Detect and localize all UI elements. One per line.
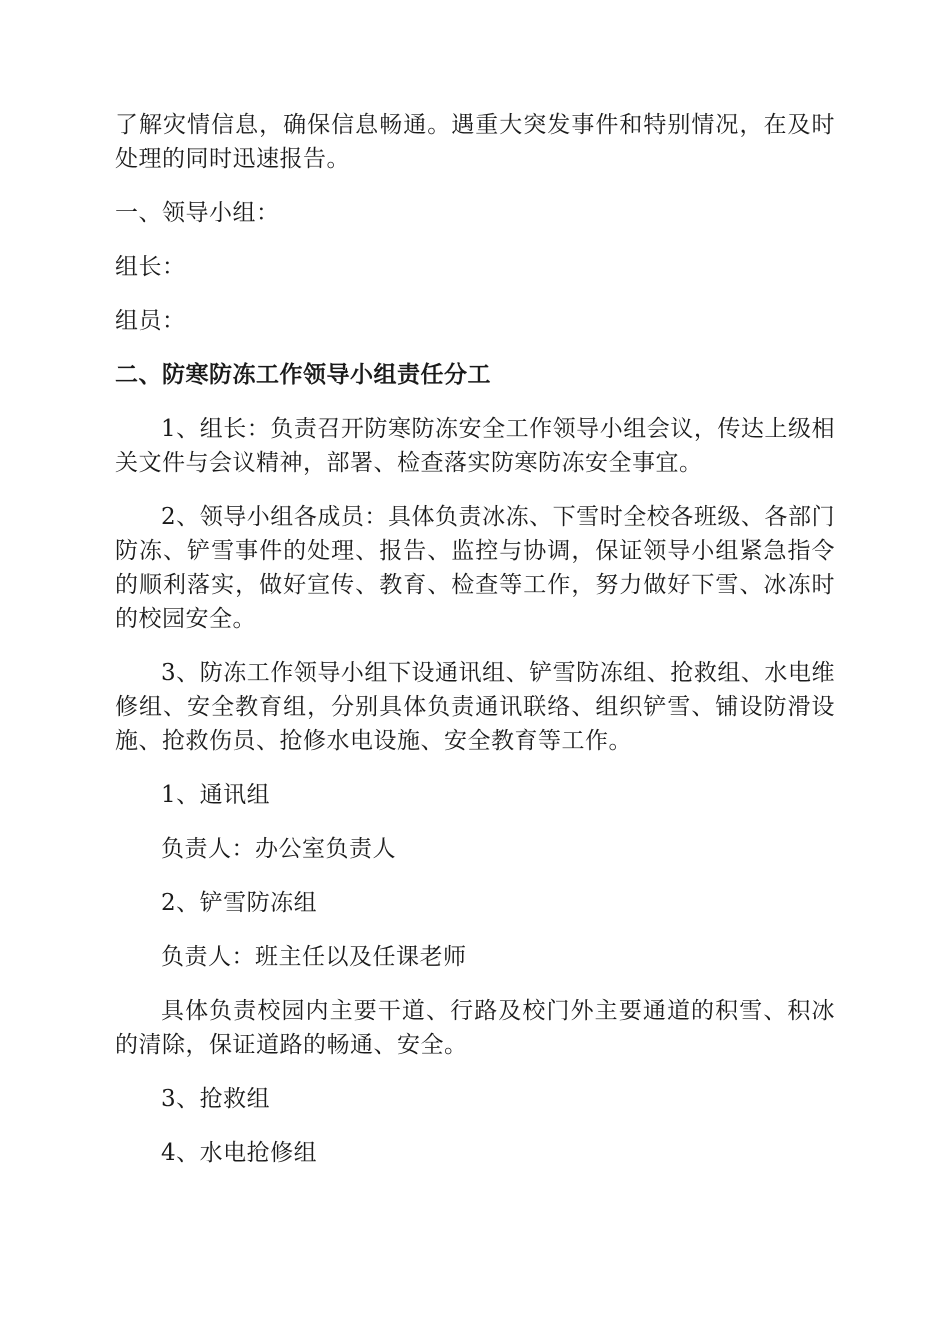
paragraph-leader-duty: 1、组长：负责召开防寒防冻安全工作领导小组会议，传达上级相关文件与会议精神，部署、检查落实防寒防冻安全事宜。	[115, 416, 835, 476]
document-page	[115, 108, 835, 1190]
item-snow-group: 2、铲雪防冻组	[161, 890, 318, 916]
paragraph-subgroups: 3、防冻工作领导小组下设通讯组、铲雪防冻组、抢救组、水电维修组、安全教育组，分别具体负责通讯联络、组织铲雪、铺设防滑设施、抢救伤员、抢修水电设施、安全教育等工作。	[115, 660, 835, 754]
item-snow-lead: 负责人：班主任以及任课老师	[161, 944, 467, 970]
label-group-leader: 组长：	[115, 254, 186, 280]
heading-leadership-group: 一、领导小组：	[115, 200, 280, 226]
paragraph-disaster-info: 了解灾情信息，确保信息畅通。遇重大突发事件和特别情况，在及时处理的同时迅速报告。	[115, 112, 835, 172]
item-utility-repair-group: 4、水电抢修组	[161, 1140, 318, 1166]
paragraph-members-duty: 2、领导小组各成员：具体负责冰冻、下雪时全校各班级、各部门防冻、铲雪事件的处理、报告、监控与协调，保证领导小组紧急指令的顺利落实，做好宣传、教育、检查等工作，努力做好下雪、冰冻时的校园安全。	[115, 504, 835, 632]
label-group-members: 组员：	[115, 308, 186, 334]
paragraph-snow-duty: 具体负责校园内主要干道、行路及校门外主要通道的积雪、积冰的清除，保证道路的畅通、安全。	[115, 998, 835, 1058]
item-rescue-group: 3、抢救组	[161, 1086, 271, 1112]
item-communication-lead: 负责人：办公室负责人	[161, 836, 396, 862]
item-communication-group: 1、通讯组	[161, 782, 271, 808]
heading-responsibilities: 二、防寒防冻工作领导小组责任分工	[115, 361, 491, 388]
